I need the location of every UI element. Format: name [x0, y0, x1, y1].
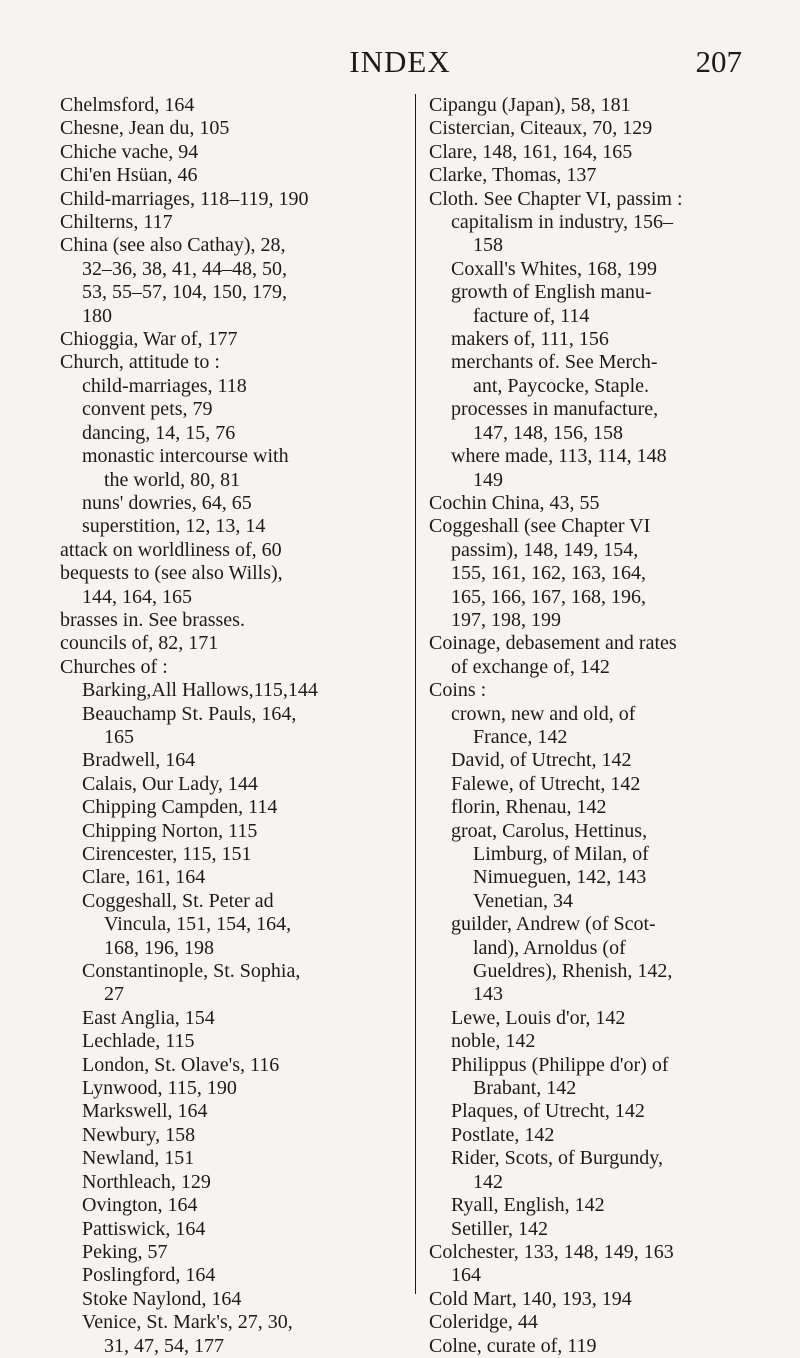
index-entry: Setiller, 142	[451, 1217, 548, 1240]
index-entry: bequests to (see also Wills),	[60, 562, 283, 585]
index-entry: Lynwood, 115, 190	[82, 1077, 237, 1100]
page-header	[0, 42, 800, 82]
index-entry: Coxall's Whites, 168, 199	[451, 257, 658, 280]
index-entry: London, St. Olave's, 116	[82, 1053, 280, 1076]
index-entry: growth of English manu-	[451, 281, 652, 304]
page-title: INDEX	[349, 44, 451, 79]
index-entry: Brabant, 142	[473, 1077, 577, 1100]
index-entry: 142	[473, 1170, 503, 1193]
index-entry: Chiche vache, 94	[60, 140, 199, 163]
index-entry: 165	[104, 725, 134, 748]
index-entry: 31, 47, 54, 177	[104, 1334, 224, 1357]
index-entry: 197, 198, 199	[451, 608, 561, 631]
index-entry: Falewe, of Utrecht, 142	[451, 772, 641, 795]
index-entry: Northleach, 129	[82, 1170, 211, 1193]
index-entry: convent pets, 79	[82, 398, 213, 421]
index-entry: Beauchamp St. Pauls, 164,	[82, 702, 297, 725]
index-entry: Philippus (Philippe d'or) of	[451, 1053, 669, 1076]
index-entry: monastic intercourse with	[82, 445, 289, 468]
index-entry: facture of, 114	[473, 304, 590, 327]
index-entry: 32–36, 38, 41, 44–48, 50,	[82, 257, 287, 280]
index-entry: Venice, St. Mark's, 27, 30,	[82, 1311, 293, 1334]
index-entry: France, 142	[473, 725, 568, 748]
index-entry: 180	[82, 304, 112, 327]
index-entry: processes in manufacture,	[451, 398, 659, 421]
index-entry: Chipping Campden, 114	[82, 796, 278, 819]
index-entry: Church, attitude to :	[60, 351, 220, 374]
index-entry: Coleridge, 44	[429, 1311, 538, 1334]
index-entry: Postlate, 142	[451, 1123, 555, 1146]
index-entry: Cloth. See Chapter VI, passim :	[429, 187, 683, 210]
index-entry: Cistercian, Citeaux, 70, 129	[429, 117, 653, 140]
index-entry: Chesne, Jean du, 105	[60, 117, 230, 140]
index-entry: Ovington, 164	[82, 1194, 198, 1217]
index-entry: Coins :	[429, 679, 487, 702]
index-entry: 165, 166, 167, 168, 196,	[451, 585, 646, 608]
index-entry: Ryall, English, 142	[451, 1194, 605, 1217]
index-entry: capitalism in industry, 156–	[451, 211, 674, 234]
index-entry: Gueldres), Rhenish, 142,	[473, 960, 673, 983]
index-entry: Cipangu (Japan), 58, 181	[429, 94, 631, 116]
index-entry: Rider, Scots, of Burgundy,	[451, 1147, 663, 1170]
index-entry: Barking,All Hallows,115,144	[82, 679, 318, 702]
index-entry: 155, 161, 162, 163, 164,	[451, 562, 646, 585]
index-entry: 147, 148, 156, 158	[473, 421, 623, 444]
index-entry: guilder, Andrew (of Scot-	[451, 913, 656, 936]
index-entry: child-marriages, 118	[82, 374, 247, 397]
index-entry: brasses in. See brasses.	[60, 608, 245, 631]
index-entry: Chi'en Hsüan, 46	[60, 164, 198, 187]
index-entry: David, of Utrecht, 142	[451, 749, 632, 772]
index-entry: noble, 142	[451, 1030, 536, 1053]
index-entry: of exchange of, 142	[451, 655, 610, 678]
index-entry: Clare, 161, 164	[82, 866, 206, 889]
index-entry: Coggeshall, St. Peter ad	[82, 889, 274, 912]
index-entry: crown, new and old, of	[451, 702, 636, 725]
index-entry: Lewe, Louis d'or, 142	[451, 1006, 626, 1029]
index-entry: Poslingford, 164	[82, 1264, 216, 1287]
index-entry: Stoke Naylond, 164	[82, 1287, 242, 1310]
index-entry: the world, 80, 81	[104, 468, 241, 491]
index-entry: Chipping Norton, 115	[82, 819, 258, 842]
index-entry: Newbury, 158	[82, 1123, 196, 1146]
index-entry: Lechlade, 115	[82, 1030, 195, 1053]
page-number: 207	[695, 44, 742, 79]
index-entry: 143	[473, 983, 503, 1006]
index-entry: Colchester, 133, 148, 149, 163	[429, 1240, 674, 1263]
index-entry: 53, 55–57, 104, 150, 179,	[82, 281, 287, 304]
index-entry: nuns' dowries, 64, 65	[82, 491, 252, 514]
index-entry: Coinage, debasement and rates	[429, 632, 677, 655]
index-entry: attack on worldliness of, 60	[60, 538, 282, 561]
index-entry: Nimueguen, 142, 143	[473, 866, 647, 889]
index-entry: dancing, 14, 15, 76	[82, 421, 236, 444]
index-entry: Clarke, Thomas, 137	[429, 164, 597, 187]
index-entry: 158	[473, 234, 503, 257]
index-entry: Coggeshall (see Chapter VI	[429, 515, 651, 538]
index-entry: Churches of :	[60, 655, 168, 678]
index-entry: Clare, 148, 161, 164, 165	[429, 140, 633, 163]
index-entry: Cochin China, 43, 55	[429, 491, 600, 514]
index-entry: councils of, 82, 171	[60, 632, 219, 655]
index-column-right	[429, 94, 749, 1358]
index-entry: Calais, Our Lady, 144	[82, 772, 258, 795]
index-entry: Colne, curate of, 119	[429, 1334, 597, 1357]
index-column-left	[60, 94, 380, 1358]
index-entry: 168, 196, 198	[104, 936, 214, 959]
index-entry: Cold Mart, 140, 193, 194	[429, 1287, 632, 1310]
index-entry: 164	[451, 1264, 481, 1287]
index-entry: ant, Paycocke, Staple.	[473, 374, 650, 397]
index-entry: Markswell, 164	[82, 1100, 208, 1123]
index-entry: groat, Carolus, Hettinus,	[451, 819, 648, 842]
index-entry: Chilterns, 117	[60, 211, 173, 234]
index-entry: Bradwell, 164	[82, 749, 196, 772]
index-entry: Chioggia, War of, 177	[60, 328, 238, 351]
index-entry: superstition, 12, 13, 14	[82, 515, 266, 538]
index-entry: Chelmsford, 164	[60, 94, 195, 116]
index-entry: Cirencester, 115, 151	[82, 843, 252, 865]
index-entry: 144, 164, 165	[82, 585, 192, 608]
index-entry: Peking, 57	[82, 1240, 168, 1263]
index-entry: makers of, 111, 156	[451, 328, 609, 351]
index-entry: 27	[104, 983, 124, 1006]
index-entry: East Anglia, 154	[82, 1006, 215, 1029]
index-entry: China (see also Cathay), 28,	[60, 234, 286, 257]
index-entry: Vincula, 151, 154, 164,	[104, 913, 292, 936]
index-entry: florin, Rhenau, 142	[451, 796, 607, 819]
index-entry: Child-marriages, 118–119, 190	[60, 187, 309, 210]
index-entry: Pattiswick, 164	[82, 1217, 206, 1240]
index-entry: 149	[473, 468, 503, 491]
column-divider	[415, 94, 416, 1294]
index-entry: merchants of. See Merch-	[451, 351, 658, 374]
index-entry: Limburg, of Milan, of	[473, 843, 649, 865]
index-entry: passim), 148, 149, 154,	[451, 538, 639, 561]
index-entry: Constantinople, St. Sophia,	[82, 960, 301, 983]
index-entry: land), Arnoldus (of	[473, 936, 626, 959]
index-entry: Plaques, of Utrecht, 142	[451, 1100, 645, 1123]
index-entry: Newland, 151	[82, 1147, 195, 1170]
index-entry: Venetian, 34	[473, 889, 573, 912]
index-entry: where made, 113, 114, 148	[451, 445, 667, 468]
